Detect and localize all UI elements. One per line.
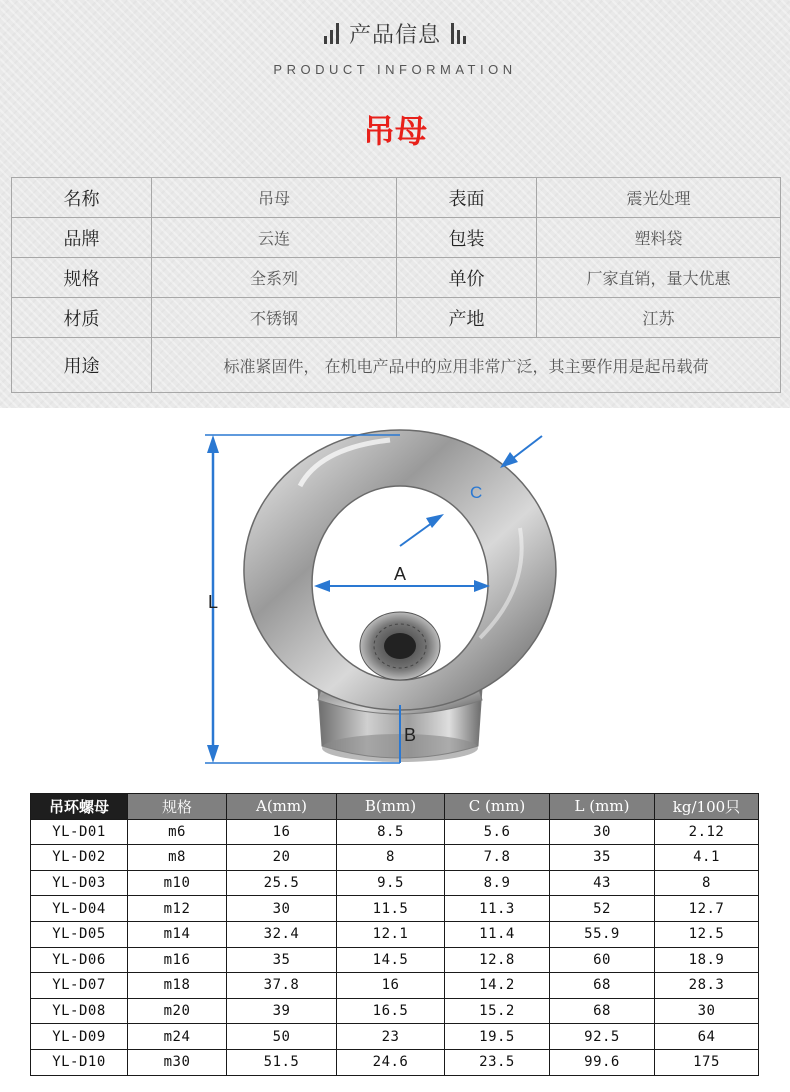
spec-row <box>12 218 781 258</box>
spec-key: 单价 <box>397 258 537 298</box>
table-cell: 11.4 <box>445 921 550 947</box>
table-cell: YL-D05 <box>31 921 128 947</box>
table-cell: m18 <box>128 973 227 999</box>
spec-value: 塑料袋 <box>537 218 781 258</box>
table-cell: 68 <box>550 998 655 1024</box>
table-cell: 14.2 <box>445 973 550 999</box>
spec-value: 江苏 <box>537 298 781 338</box>
spec-value: 吊母 <box>152 178 397 218</box>
table-cell: 30 <box>655 998 759 1024</box>
table-cell: 8 <box>337 845 445 871</box>
spec-key: 规格 <box>12 258 152 298</box>
table-cell: YL-D10 <box>31 1049 128 1075</box>
table-cell: 35 <box>227 947 337 973</box>
table-cell: 32.4 <box>227 921 337 947</box>
spec-row <box>12 258 781 298</box>
table-cell: 30 <box>550 819 655 845</box>
table-cell: 23 <box>337 1024 445 1050</box>
table-row <box>31 1024 759 1050</box>
table-cell: 11.3 <box>445 896 550 922</box>
spec-row <box>12 298 781 338</box>
table-row <box>31 947 759 973</box>
spec-key: 品牌 <box>12 218 152 258</box>
product-diagram <box>0 408 790 778</box>
table-row <box>31 870 759 896</box>
column-header: 吊环螺母 <box>31 794 128 820</box>
table-row <box>31 973 759 999</box>
spec-table <box>11 177 781 393</box>
spec-key: 用途 <box>12 338 152 393</box>
dimension-label-a: A <box>394 564 407 584</box>
table-cell: YL-D06 <box>31 947 128 973</box>
table-cell: 16.5 <box>337 998 445 1024</box>
column-header: kg/100只 <box>655 794 759 820</box>
table-cell: m14 <box>128 921 227 947</box>
table-cell: 37.8 <box>227 973 337 999</box>
table-cell: 16 <box>337 973 445 999</box>
table-cell: YL-D02 <box>31 845 128 871</box>
column-header: L (mm) <box>550 794 655 820</box>
table-cell: 35 <box>550 845 655 871</box>
table-row <box>31 921 759 947</box>
bars-left-icon <box>324 22 339 44</box>
spec-row <box>12 178 781 218</box>
table-cell: m6 <box>128 819 227 845</box>
table-cell: 8 <box>655 870 759 896</box>
table-cell: m10 <box>128 870 227 896</box>
spec-key: 表面 <box>397 178 537 218</box>
table-cell: 68 <box>550 973 655 999</box>
table-row <box>31 1049 759 1075</box>
table-row <box>31 896 759 922</box>
spec-key: 包装 <box>397 218 537 258</box>
table-cell: 15.2 <box>445 998 550 1024</box>
column-header: C (mm) <box>445 794 550 820</box>
spec-value: 云连 <box>152 218 397 258</box>
table-cell: YL-D08 <box>31 998 128 1024</box>
table-cell: 99.6 <box>550 1049 655 1075</box>
product-name: 吊母 <box>362 112 427 150</box>
table-cell: 12.7 <box>655 896 759 922</box>
dimension-label-l: L <box>208 592 219 612</box>
table-cell: 4.1 <box>655 845 759 871</box>
table-cell: 14.5 <box>337 947 445 973</box>
table-cell: 51.5 <box>227 1049 337 1075</box>
spec-row-usage <box>12 338 781 393</box>
eye-nut-image <box>0 408 790 778</box>
table-row <box>31 845 759 871</box>
table-cell: m8 <box>128 845 227 871</box>
spec-value: 不锈钢 <box>152 298 397 338</box>
spec-value: 厂家直销，量大优惠 <box>537 258 781 298</box>
table-cell: 12.1 <box>337 921 445 947</box>
product-info-section <box>0 0 790 408</box>
table-cell: 92.5 <box>550 1024 655 1050</box>
table-cell: YL-D09 <box>31 1024 128 1050</box>
section-title: 产品信息 <box>348 22 441 48</box>
table-cell: 8.5 <box>337 819 445 845</box>
table-cell: 12.5 <box>655 921 759 947</box>
table-cell: 28.3 <box>655 973 759 999</box>
spec-value: 震光处理 <box>537 178 781 218</box>
table-cell: 64 <box>655 1024 759 1050</box>
table-cell: YL-D03 <box>31 870 128 896</box>
table-cell: 23.5 <box>445 1049 550 1075</box>
table-row <box>31 998 759 1024</box>
table-cell: 175 <box>655 1049 759 1075</box>
table-cell: m30 <box>128 1049 227 1075</box>
column-header: B(mm) <box>337 794 445 820</box>
table-cell: 55.9 <box>550 921 655 947</box>
table-cell: 43 <box>550 870 655 896</box>
table-cell: 52 <box>550 896 655 922</box>
table-cell: 12.8 <box>445 947 550 973</box>
table-row <box>31 819 759 845</box>
column-header: 规格 <box>128 794 227 820</box>
table-cell: 2.12 <box>655 819 759 845</box>
table-cell: m16 <box>128 947 227 973</box>
table-cell: YL-D01 <box>31 819 128 845</box>
column-header: A(mm) <box>227 794 337 820</box>
table-cell: 9.5 <box>337 870 445 896</box>
table-cell: 7.8 <box>445 845 550 871</box>
spec-key: 名称 <box>12 178 152 218</box>
table-cell: YL-D07 <box>31 973 128 999</box>
spec-value: 标准紧固件， 在机电产品中的应用非常广泛，其主要作用是起吊载荷 <box>152 338 781 393</box>
table-cell: 20 <box>227 845 337 871</box>
table-cell: m24 <box>128 1024 227 1050</box>
table-cell: 18.9 <box>655 947 759 973</box>
table-cell: 39 <box>227 998 337 1024</box>
dimension-label-b: B <box>404 725 417 745</box>
dimension-label-c: C <box>470 483 483 502</box>
size-table <box>30 793 759 1076</box>
table-cell: 50 <box>227 1024 337 1050</box>
table-cell: m12 <box>128 896 227 922</box>
table-cell: 19.5 <box>445 1024 550 1050</box>
bars-right-icon <box>451 22 466 44</box>
section-heading <box>0 16 790 50</box>
table-cell: 24.6 <box>337 1049 445 1075</box>
table-cell: m20 <box>128 998 227 1024</box>
table-cell: 11.5 <box>337 896 445 922</box>
spec-key: 产地 <box>397 298 537 338</box>
table-cell: 60 <box>550 947 655 973</box>
spec-key: 材质 <box>12 298 152 338</box>
table-cell: 25.5 <box>227 870 337 896</box>
table-cell: 16 <box>227 819 337 845</box>
table-cell: 8.9 <box>445 870 550 896</box>
table-cell: 5.6 <box>445 819 550 845</box>
section-subtitle: PRODUCT INFORMATION <box>273 62 517 77</box>
table-cell: 30 <box>227 896 337 922</box>
size-table-header <box>31 794 759 820</box>
spec-value: 全系列 <box>152 258 397 298</box>
table-cell: YL-D04 <box>31 896 128 922</box>
